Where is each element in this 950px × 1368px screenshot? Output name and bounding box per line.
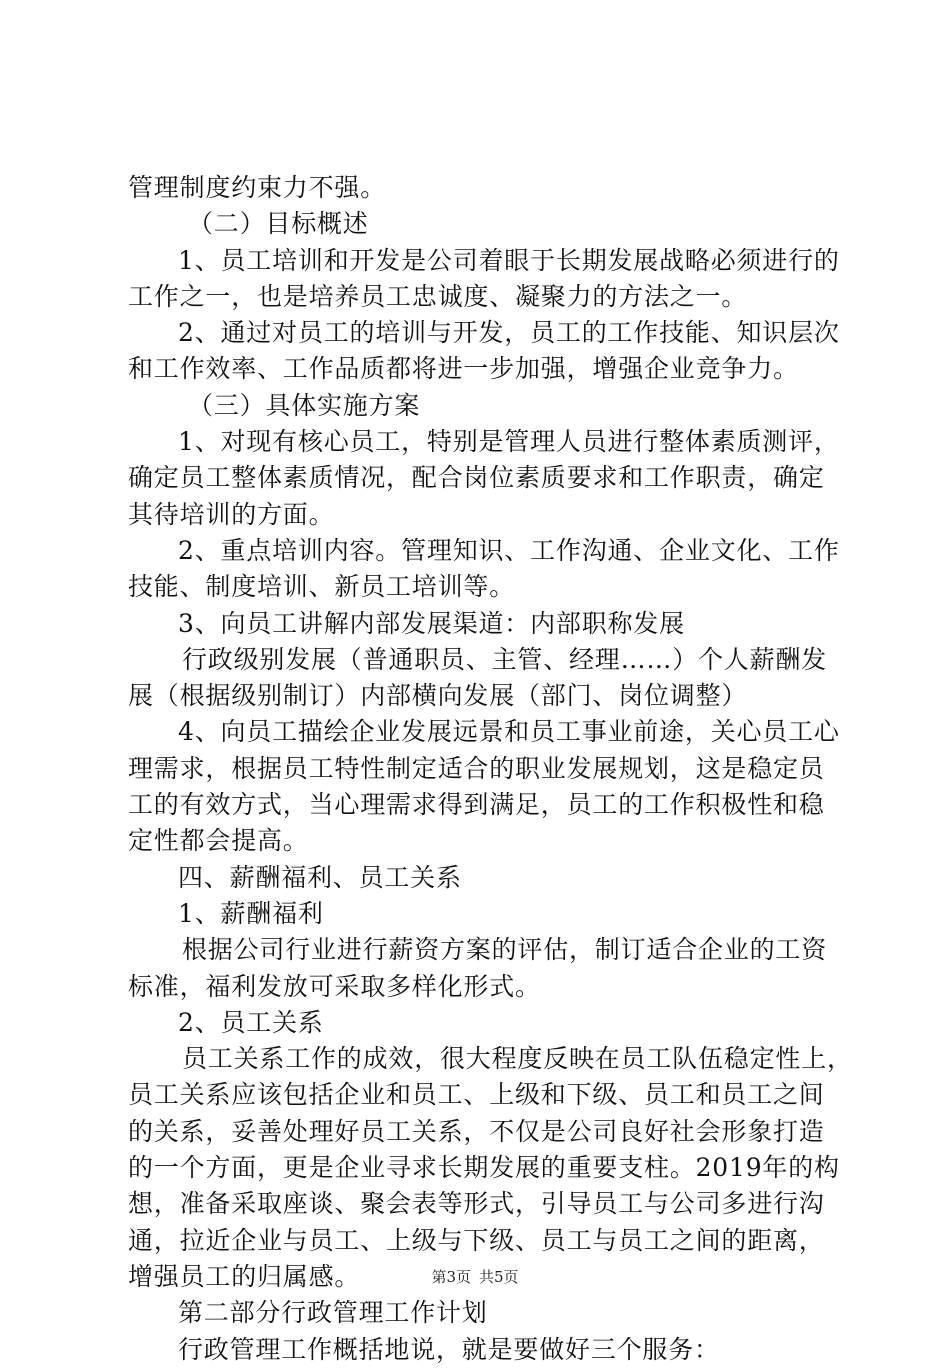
text-line: 2、通过对员工的培训与开发，员工的工作技能、知识层次 [178,318,840,348]
text-line: 标准，福利发放可采取多样化形式。 [128,971,541,1001]
section-heading: 第二部分行政管理工作计划 [178,1298,488,1328]
section-heading: （二）目标概述 [188,209,369,239]
text-line: 员工关系应该包括企业和员工、上级和下级、员工和员工之间 [128,1080,825,1110]
text-line: 行政级别发展（普通职员、主管、经理……）个人薪酬发 [182,644,828,674]
body-text [128,170,853,1368]
page-footer [0,1266,950,1287]
text-line: 和工作效率、工作品质都将进一步加强，增强企业竞争力。 [128,354,799,384]
text-line: 通，拉近企业与员工、上级与下级、员工与员工之间的距离， [128,1225,825,1255]
text-line: 的关系，妥善处理好员工关系，不仅是公司良好社会形象打造 [128,1116,825,1146]
section-heading: 1、薪酬福利 [178,898,324,928]
text-line: 工的有效方式，当心理需求得到满足，员工的工作积极性和稳 [128,790,825,820]
text-line: 员工关系工作的成效，很大程度反映在员工队伍稳定性上， [182,1044,853,1074]
text-line: 的一个方面，更是企业寻求长期发展的重要支柱。2019年的构 [128,1153,840,1183]
page-number: 第3页 [431,1268,471,1286]
text-line: 管理制度约束力不强。 [128,173,387,202]
section-heading: 2、员工关系 [178,1007,324,1037]
text-line: 行政管理工作概括地说，就是要做好三个服务： [178,1334,720,1364]
text-line: 想，准备采取座谈、聚会表等形式，引导员工与公司多进行沟 [128,1189,825,1219]
text-line: 技能、制度培训、新员工培训等。 [128,572,516,602]
section-heading: 四、薪酬福利、员工关系 [178,862,462,892]
text-line: 工作之一，也是培养员工忠诚度、凝聚力的方法之一。 [128,281,748,311]
section-heading: （三）具体实施方案 [188,390,421,420]
text-line: 3、向员工讲解内部发展渠道：内部职称发展 [178,608,685,638]
text-line: 确定员工整体素质情况，配合岗位素质要求和工作职责，确定 [128,463,825,493]
text-line: 根据公司行业进行薪资方案的评估，制订适合企业的工资 [182,935,828,965]
text-line: 展（根据级别制订）内部横向发展（部门、岗位调整） [128,681,748,711]
page-total: 共5页 [479,1268,519,1286]
text-line: 4、向员工描绘企业发展远景和员工事业前途，关心员工心 [178,717,840,747]
text-line: 2、重点培训内容。管理知识、工作沟通、企业文化、工作 [178,535,840,565]
text-line: 理需求，根据员工特性制定适合的职业发展规划，这是稳定员 [128,753,825,783]
text-line: 1、员工培训和开发是公司着眼于长期发展战略必须进行的 [178,245,840,275]
text-line: 其待培训的方面。 [128,499,335,529]
text-line: 增强员工的归属感。 [128,1261,361,1291]
text-line: 定性都会提高。 [128,826,309,856]
text-line: 1、对现有核心员工，特别是管理人员进行整体素质测评， [178,427,840,457]
